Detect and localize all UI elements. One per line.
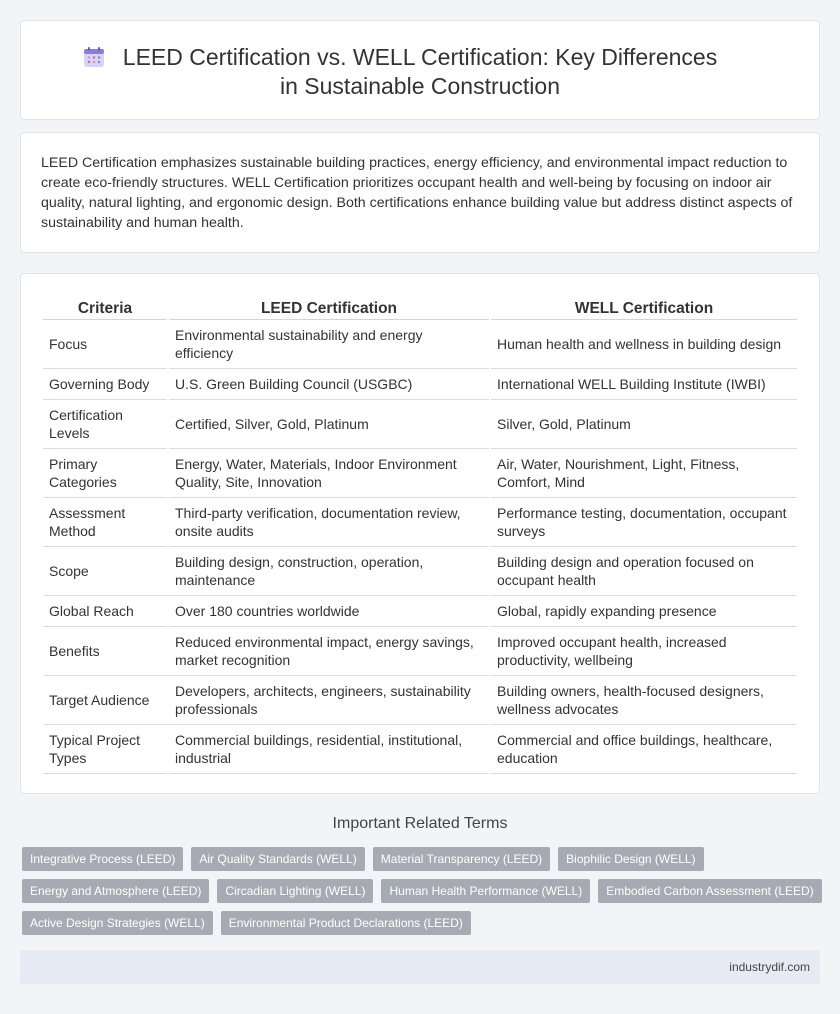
summary-card <box>20 132 820 253</box>
footer <box>20 950 820 984</box>
table-row <box>43 725 797 774</box>
table-row <box>43 547 797 596</box>
header-criteria: Criteria <box>43 294 167 320</box>
table-row <box>43 369 797 400</box>
cell-well: Performance testing, documentation, occupant surveys <box>491 498 797 547</box>
table-row <box>43 400 797 449</box>
cell-well: Building owners, health-focused designers, wellness advocates <box>491 676 797 725</box>
comparison-table <box>41 294 799 774</box>
comparison-table-card <box>20 273 820 794</box>
cell-leed: Commercial buildings, residential, institutional, industrial <box>169 725 489 774</box>
cell-criteria: Governing Body <box>43 369 167 400</box>
cell-leed: Certified, Silver, Gold, Platinum <box>169 400 489 449</box>
tag-link[interactable]: Human Health Performance (WELL) <box>381 879 590 903</box>
footer-site-link[interactable]: industrydif.com <box>729 960 810 974</box>
related-terms-tags <box>22 847 822 943</box>
cell-criteria: Scope <box>43 547 167 596</box>
related-terms-heading: Important Related Terms <box>332 815 508 832</box>
tag-link[interactable]: Active Design Strategies (WELL) <box>22 911 213 935</box>
cell-leed: Energy, Water, Materials, Indoor Environment Quality, Site, Innovation <box>169 449 489 498</box>
tag-link[interactable]: Material Transparency (LEED) <box>373 847 550 871</box>
tag-link[interactable]: Embodied Carbon Assessment (LEED) <box>598 879 821 903</box>
tag-link[interactable]: Circadian Lighting (WELL) <box>217 879 373 903</box>
tag-link[interactable]: Integrative Process (LEED) <box>22 847 183 871</box>
title-card <box>20 20 820 120</box>
cell-well: Global, rapidly expanding presence <box>491 596 797 627</box>
tag-link[interactable]: Air Quality Standards (WELL) <box>191 847 364 871</box>
cell-well: International WELL Building Institute (IWBI) <box>491 369 797 400</box>
table-row <box>43 320 797 369</box>
tag-link[interactable]: Biophilic Design (WELL) <box>558 847 703 871</box>
cell-leed: Developers, architects, engineers, sustainability professionals <box>169 676 489 725</box>
cell-criteria: Global Reach <box>43 596 167 627</box>
cell-criteria: Assessment Method <box>43 498 167 547</box>
cell-criteria: Primary Categories <box>43 449 167 498</box>
table-row <box>43 449 797 498</box>
cell-leed: Building design, construction, operation, maintenance <box>169 547 489 596</box>
cell-criteria: Benefits <box>43 627 167 676</box>
tag-link[interactable]: Environmental Product Declarations (LEED) <box>221 911 471 935</box>
cell-criteria: Focus <box>43 320 167 369</box>
tag-row <box>22 847 822 871</box>
header-well: WELL Certification <box>491 294 797 320</box>
table-row <box>43 627 797 676</box>
cell-well: Silver, Gold, Platinum <box>491 400 797 449</box>
page-title: LEED Certification vs. WELL Certification: Key Differences in Sustainable Construction <box>122 44 718 99</box>
cell-well: Improved occupant health, increased productivity, wellbeing <box>491 627 797 676</box>
cell-well: Human health and wellness in building design <box>491 320 797 369</box>
cell-leed: Third-party verification, documentation review, onsite audits <box>169 498 489 547</box>
cell-well: Commercial and office buildings, healthcare, education <box>491 725 797 774</box>
table-header-row <box>43 294 797 320</box>
cell-leed: Environmental sustainability and energy efficiency <box>169 320 489 369</box>
cell-well: Air, Water, Nourishment, Light, Fitness, Comfort, Mind <box>491 449 797 498</box>
cell-leed: U.S. Green Building Council (USGBC) <box>169 369 489 400</box>
header-leed: LEED Certification <box>169 294 489 320</box>
table-row <box>43 596 797 627</box>
summary-paragraph: LEED Certification emphasizes sustainable building practices, energy efficiency, and environmental impact reduction to create eco-friendly structures. WELL Certification prioritizes occupant health and well-being by focusing on indoor air quality, natural lighting, and ergonomic design. Both certifications enhance building value but address distinct aspects of sustainability and human health. <box>41 155 793 231</box>
cell-leed: Over 180 countries worldwide <box>169 596 489 627</box>
tag-link[interactable]: Energy and Atmosphere (LEED) <box>22 879 209 903</box>
tag-row <box>22 911 822 935</box>
table-row <box>43 498 797 547</box>
cell-criteria: Typical Project Types <box>43 725 167 774</box>
table-row <box>43 676 797 725</box>
cell-leed: Reduced environmental impact, energy savings, market recognition <box>169 627 489 676</box>
cell-criteria: Target Audience <box>43 676 167 725</box>
tag-row <box>22 879 822 903</box>
cell-criteria: Certification Levels <box>43 400 167 449</box>
cell-well: Building design and operation focused on occupant health <box>491 547 797 596</box>
